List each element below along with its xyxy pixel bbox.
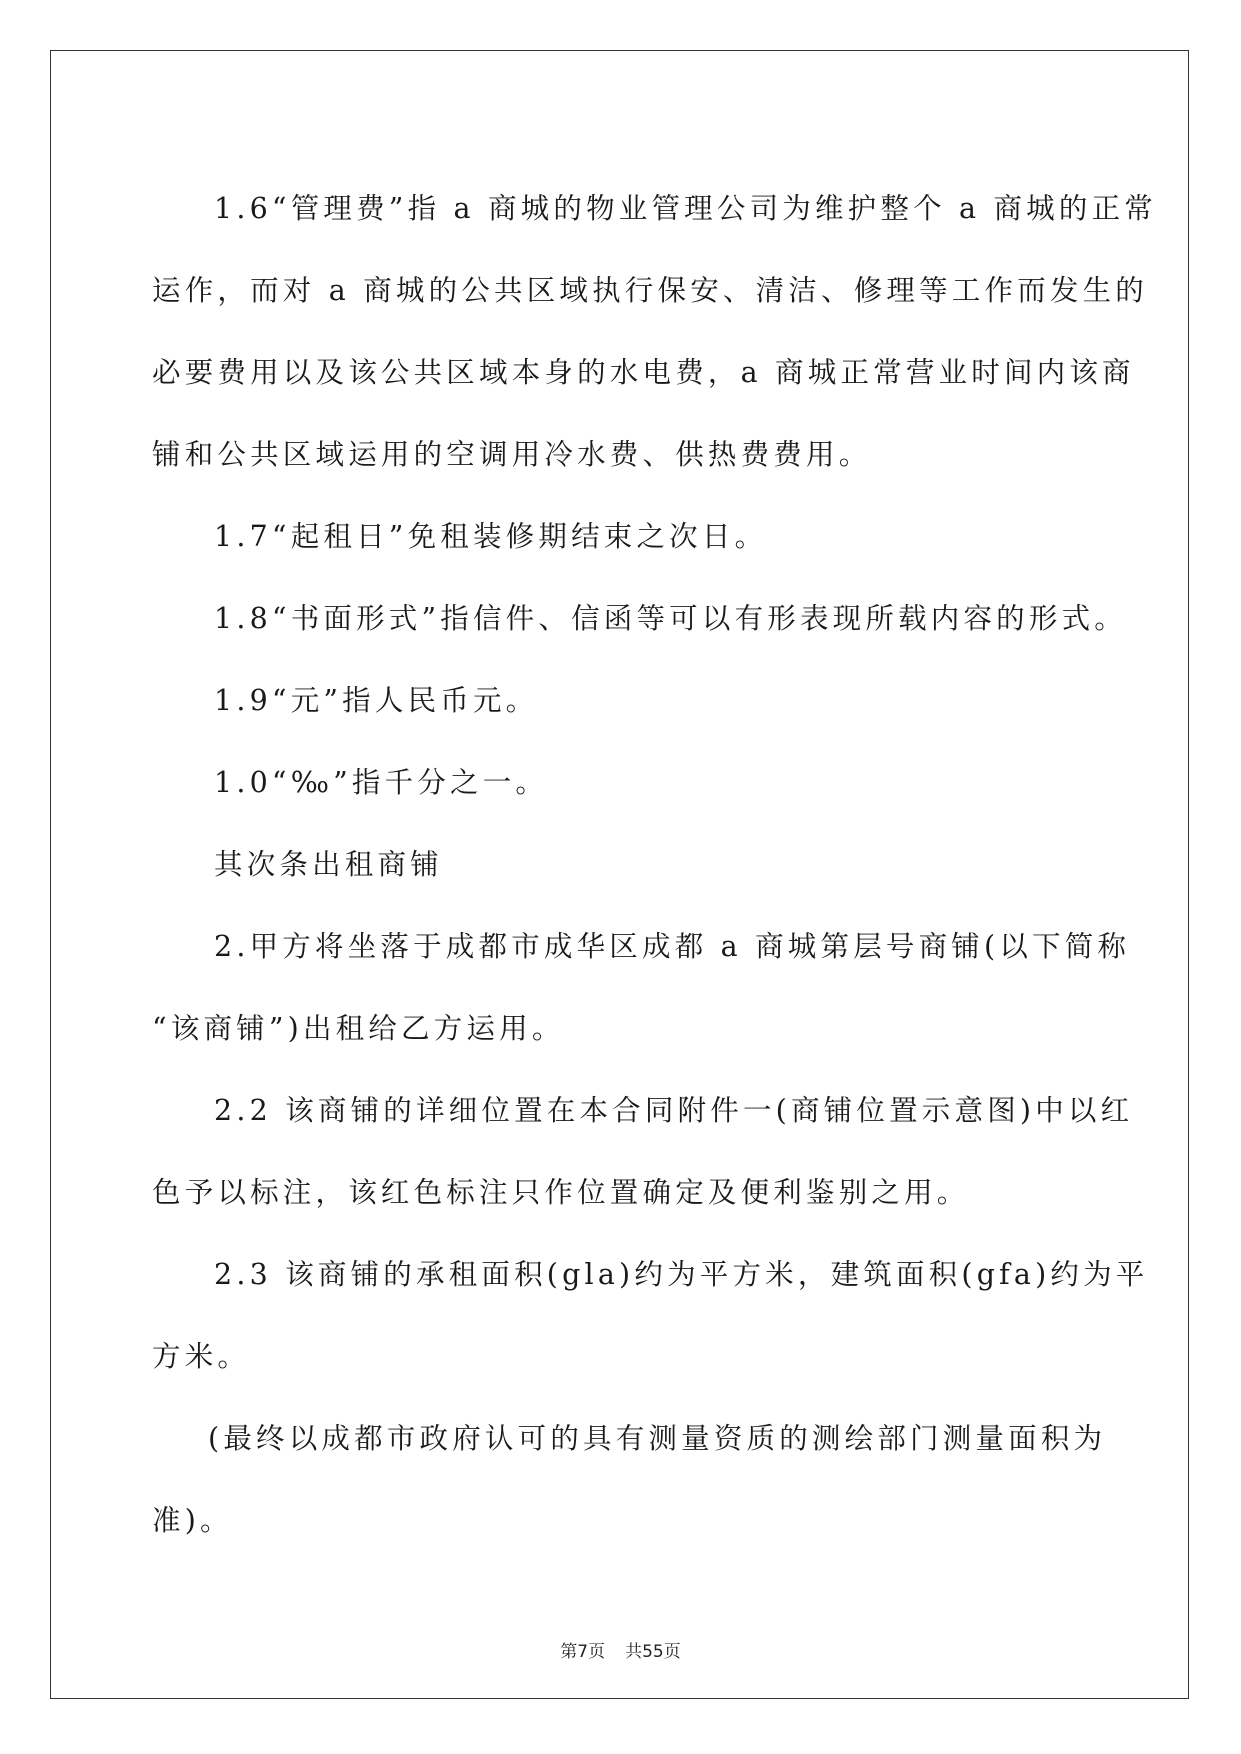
page-number-current: 第7页 <box>560 1642 606 1662</box>
section-heading-2: 其次条出租商铺 <box>214 848 443 881</box>
clause-2-3-line-2: 方米。 <box>152 1340 251 1373</box>
clause-2-3-line-1: 2.3 该商铺的承租面积(gla)约为平方米，建筑面积(gfa)约为平 <box>214 1258 1149 1291</box>
clause-1-8: 1.8“书面形式”指信件、信函等可以有形表现所载内容的形式。 <box>214 602 1127 635</box>
document-body <box>152 168 1157 1562</box>
clause-1-6-line-2: 运作，而对 a 商城的公共区域执行保安、清洁、修理等工作而发生的 <box>152 274 1149 307</box>
clause-1-7: 1.7“起租日”免租装修期结束之次日。 <box>214 520 768 553</box>
clause-2-line-2: “该商铺”)出租给乙方运用。 <box>152 1012 565 1045</box>
clause-1-6-line-4: 铺和公共区域运用的空调用冷水费、供热费费用。 <box>152 438 872 471</box>
page-number-total: 共55页 <box>625 1642 681 1662</box>
page-footer <box>0 1637 1241 1662</box>
clause-1-0: 1.0“‰”指千分之一。 <box>214 766 549 799</box>
note-line-1: (最终以成都市政府认可的具有测量资质的测绘部门测量面积为 <box>208 1422 1107 1455</box>
note-line-2: 准)。 <box>152 1504 233 1537</box>
clause-1-9: 1.9“元”指人民币元。 <box>214 684 539 717</box>
clause-2-2-line-1: 2.2 该商铺的详细位置在本合同附件一(商铺位置示意图)中以红 <box>214 1094 1134 1127</box>
clause-2-2-line-2: 色予以标注，该红色标注只作位置确定及便利鉴别之用。 <box>152 1176 970 1209</box>
clause-2-line-1: 2.甲方将坐落于成都市成华区成都 a 商城第层号商铺(以下简称 <box>214 930 1131 963</box>
clause-1-6-line-1: 1.6“管理费”指 a 商城的物业管理公司为维护整个 a 商城的正常 <box>214 192 1157 225</box>
clause-1-6-line-3: 必要费用以及该公共区域本身的水电费，a 商城正常营业时间内该商 <box>152 356 1135 389</box>
